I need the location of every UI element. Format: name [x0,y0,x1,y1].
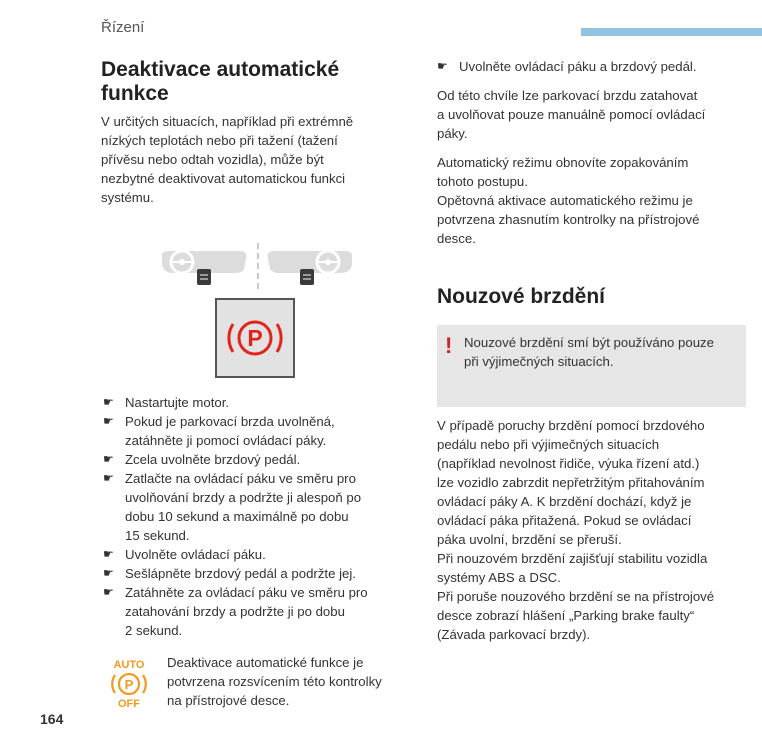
list-item: ☛ Uvolněte ovládací páku a brzdový pedál. [437,59,697,74]
warning-icon: ! [445,333,453,358]
accent-bar [581,28,762,36]
list-item: ☛ Uvolněte ovládací páku. [103,547,266,562]
list-item: ☛ Nastartujte motor. [103,395,230,410]
parking-brake-warning-light [215,298,295,378]
intro-paragraph: V určitých situacích, například při extrémně nízkých teplotách nebo při tažení (tažení přívěsu nebo odtah vozidla), může být nezbytné deaktivovat automatickou funkci systému. [101,114,354,205]
off-label: OFF [118,698,140,709]
title-deactivation: Deaktivace automatické funkce [101,58,340,105]
list-item: ☛ Zatáhněte za ovládací páku ve směru pro zatahování brzdy a podržte ji po dobu 2 sekund. [103,585,368,638]
auto-p-off-icon [108,657,150,709]
auto-label: AUTO [113,659,145,671]
brake-p-letter: P [247,325,263,351]
page-number: 164 [40,711,64,727]
steering-wheel-left-illustration [160,247,250,289]
right-steps-list [437,57,747,76]
emergency-paragraph: V případě poruchy brzdění pomocí brzdového pedálu nebo při výjimečných situacích (například nevolnost řidiče, výuka řízení atd.) lze vozidlo zabrzdit nepřetržitým přitahováním ovládací páky A. K brzdění dochází, když je ovládací páka přitažená. Pokud se ovládací páka uvolní, brzdění se přeruší. Při nouzovém brzdění zajišťují stabilitu vozidla systémy ABS a DSC. Při poruše nouzového brzdění se na přístrojové desce zobrazí hlášení „Parking brake faulty“ (Závada parkovací brzdy). [437,418,715,642]
steps-list [103,393,403,640]
title-emergency-braking: Nouzové brzdění [437,285,606,308]
deactivation-note: Deaktivace automatické funkce je potvrzena rozsvícením této kontrolky na přístrojové desce. [167,655,382,708]
section-label: Řízení [101,19,145,36]
p-letter: P [124,677,134,692]
manual-mode-paragraph: Od této chvíle lze parkovací brzdu zatahovat a uvolňovat pouze manuálně pomocí ovládací páky. [437,88,706,141]
warning-box [437,325,746,407]
restore-paragraph: Automatický režimu obnovíte zopakováním tohoto postupu. Opětovná aktivace automatického režimu je potvrzena zhasnutím kontrolky na přístrojové desce. [437,155,700,246]
steering-wheel-right-illustration [264,247,354,289]
list-item: ☛ Zatlačte na ovládací páku ve směru pro uvolňování brzdy a podržte ji alespoň po dobu 10 sekund a maximálně po dobu 15 sekund. [103,471,362,543]
figure-divider [257,243,259,289]
list-item: ☛ Sešlápněte brzdový pedál a podržte jej. [103,566,356,581]
list-item: ☛ Pokud je parkovací brzda uvolněná, zatáhněte ji pomocí ovládací páky. [103,414,335,448]
list-item: ☛ Zcela uvolněte brzdový pedál. [103,452,301,467]
warning-text: Nouzové brzdění smí být používáno pouze při výjimečných situacích. [464,335,714,369]
